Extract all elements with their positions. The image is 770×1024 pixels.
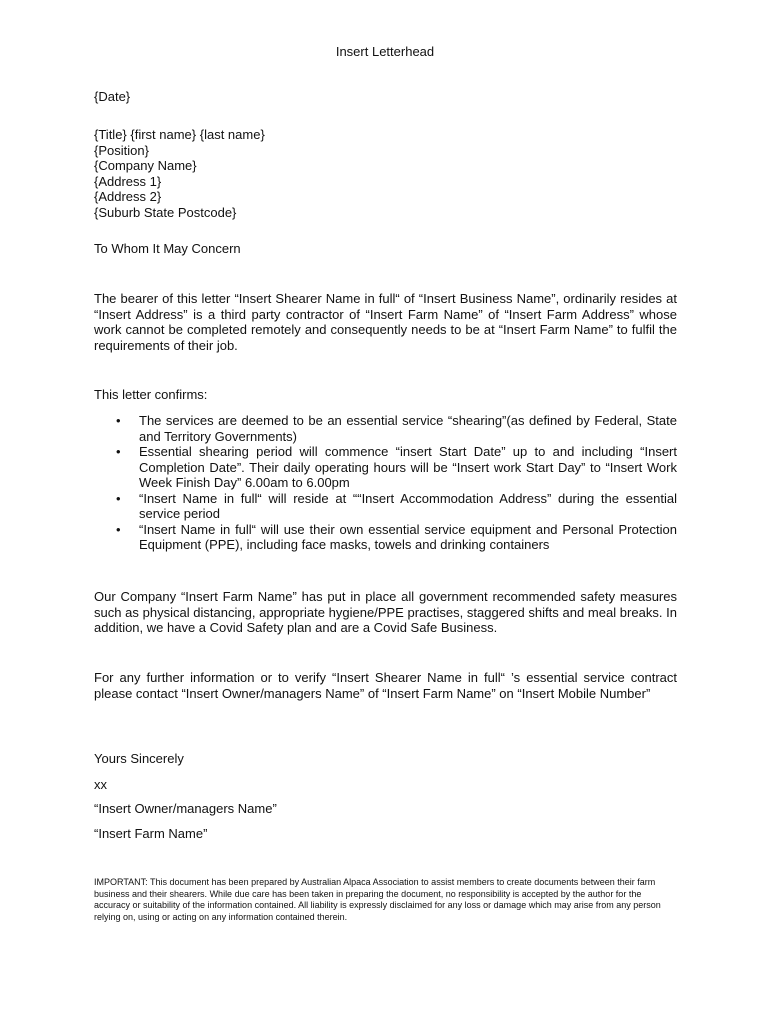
- date-line: {Date}: [94, 89, 131, 104]
- letterhead: Insert Letterhead: [335, 44, 435, 59]
- recipient-position: {Position}: [94, 142, 149, 158]
- confirms-heading: This letter confirms:: [94, 387, 208, 402]
- salutation: To Whom It May Concern: [94, 241, 241, 256]
- contact-paragraph: For any further information or to verify “Insert Shearer Name in full“ ’s essential service contract please contact “Insert Owner/managers Name” of “Insert Farm Name” on “Insert Mobile Number”: [94, 670, 677, 701]
- closing: Yours Sincerely: [94, 751, 184, 766]
- bullet-icon: •: [116, 413, 121, 428]
- signature: xx: [94, 777, 107, 792]
- recipient-address-1: {Address 1}: [94, 173, 162, 189]
- list-item-text: Essential shearing period will commence “insert Start Date” up to and including “Insert Completion Date”. Their daily operating hours will be “Insert work Start Day” to “Insert Work Week Finish Day” 6.00am to 6.00pm: [139, 444, 677, 490]
- list-item: [94, 522, 677, 553]
- owner-name: “Insert Owner/managers Name”: [94, 801, 277, 816]
- recipient-address: [94, 127, 677, 220]
- recipient-address-2: {Address 2}: [94, 189, 162, 204]
- list-item: [94, 413, 677, 444]
- farm-name: “Insert Farm Name”: [94, 826, 208, 841]
- list-item: [94, 444, 677, 491]
- intro-paragraph: The bearer of this letter “Insert Shearer Name in full“ of “Insert Business Name”, ordinarily resides at “Insert Address” is a third party contractor of “Insert Farm Name” of “Insert Farm Address” whose work cannot be completed remotely and consequently needs to be at “Insert Farm Name” to fulfil the requirements of their job.: [94, 291, 677, 353]
- bullet-icon: •: [116, 444, 121, 459]
- list-item-text: “Insert Name in full“ will use their own essential service equipment and Personal Protection Equipment (PPE), including face masks, towels and drinking containers: [139, 521, 677, 552]
- recipient-name: {Title} {first name} {last name}: [94, 127, 265, 142]
- confirmation-list: [94, 413, 677, 553]
- recipient-company: {Company Name}: [94, 158, 197, 173]
- disclaimer: IMPORTANT: This document has been prepared by Australian Alpaca Association to assist members to create documents between their farm business and their shearers. While due care has been taken in preparing the document, no responsibility is accepted by the author for the accuracy or suitability of the information contained. All liability is expressly disclaimed for any loss or damage which may arise from any person relying on, using or acting on any information contained therein.: [94, 877, 661, 922]
- recipient-suburb: {Suburb State Postcode}: [94, 204, 237, 220]
- bullet-icon: •: [116, 521, 121, 537]
- list-item-text: “Insert Name in full“ will reside at ““Insert Accommodation Address” during the essential service period: [139, 490, 677, 521]
- list-item-text: The services are deemed to be an essential service “shearing”(as defined by Federal, State and Territory Governments): [139, 413, 677, 444]
- list-item: [94, 491, 677, 522]
- safety-paragraph: Our Company “Insert Farm Name” has put in place all government recommended safety measures such as physical distancing, appropriate hygiene/PPE practises, staggered shifts and meal breaks. In addition, we have a Covid Safety plan and are a Covid Safe Business.: [94, 589, 677, 635]
- bullet-icon: •: [116, 490, 121, 506]
